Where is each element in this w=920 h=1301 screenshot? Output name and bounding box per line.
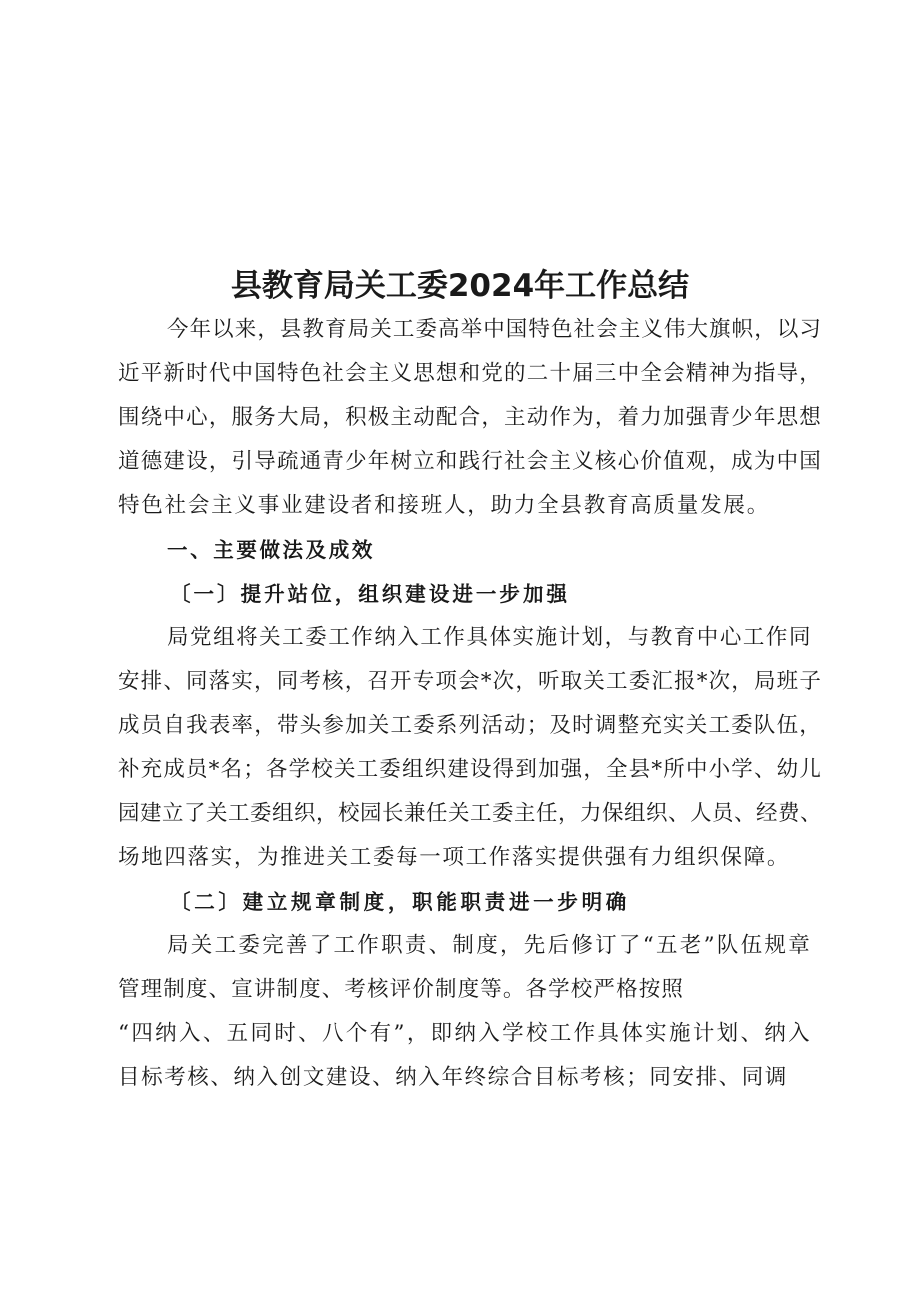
document-title: 县教育局关工委2024年工作总结 [230,268,690,304]
paragraph-line [0,352,920,396]
paragraph-line [0,396,920,440]
paragraph-line [0,792,920,836]
paragraph-line [0,440,920,484]
section-heading [0,528,920,572]
line-text: 今年以来，县教育局关工委高举中国特色社会主义伟大旗帜，以习 [167,317,822,342]
paragraph-line [0,1012,920,1056]
line-text: 围绕中心，服务大局，积极主动配合，主动作为，着力加强青少年思想 [118,405,822,430]
paragraph-line [0,836,920,880]
line-text: 特色社会主义事业建设者和接班人，助力全县教育高质量发展。 [118,493,770,518]
line-text: 园建立了关工委组织，校园长兼任关工委主任，力保组织、人员、经费、 [118,801,822,826]
line-text: 目标考核、纳入创文建设、纳入年终综合目标考核；同安排、同调 [118,1065,788,1090]
line-text: 〔二〕建立规章制度，职能职责进一步明确 [170,890,630,914]
line-text: 局党组将关工委工作纳入工作具体实施计划，与教育中心工作同 [167,625,812,650]
paragraph-line [0,308,920,352]
paragraph-line [0,484,920,528]
line-text: 补充成员*名；各学校关工委组织建设得到加强，全县*所中小学、幼儿 [118,757,822,782]
paragraph-line [0,616,920,660]
paragraph-line [0,660,920,704]
line-text: 近平新时代中国特色社会主义思想和党的二十届三中全会精神为指导， [118,361,822,386]
line-text: 一、主要做法及成效 [167,538,375,562]
paragraph-line [0,704,920,748]
paragraph-line [0,748,920,792]
line-text: 〔一〕提升站位，组织建设进一步加强 [170,582,570,606]
subsection-heading [0,880,920,924]
line-text: “四纳入、五同时、八个有”，即纳入学校工作具体实施计划、纳入 [118,1021,812,1046]
line-text: 局关工委完善了工作职责、制度，先后修订了“五老”队伍规章 [167,933,812,958]
line-text: 成员自我表率，带头参加关工委系列活动；及时调整充实关工委队伍， [118,713,822,738]
subsection-heading [0,572,920,616]
paragraph-line [0,968,920,1012]
paragraph-line [0,1056,920,1100]
line-text: 安排、同落实，同考核，召开专项会*次，听取关工委汇报*次，局班子 [118,669,822,694]
line-text: 管理制度、宣讲制度、考核评价制度等。各学校严格按照 [118,977,684,1002]
line-text: 场地四落实，为推进关工委每一项工作落实提供强有力组织保障。 [118,845,790,870]
line-text: 道德建设，引导疏通青少年树立和践行社会主义核心价值观，成为中国 [118,449,822,474]
paragraph-line [0,924,920,968]
